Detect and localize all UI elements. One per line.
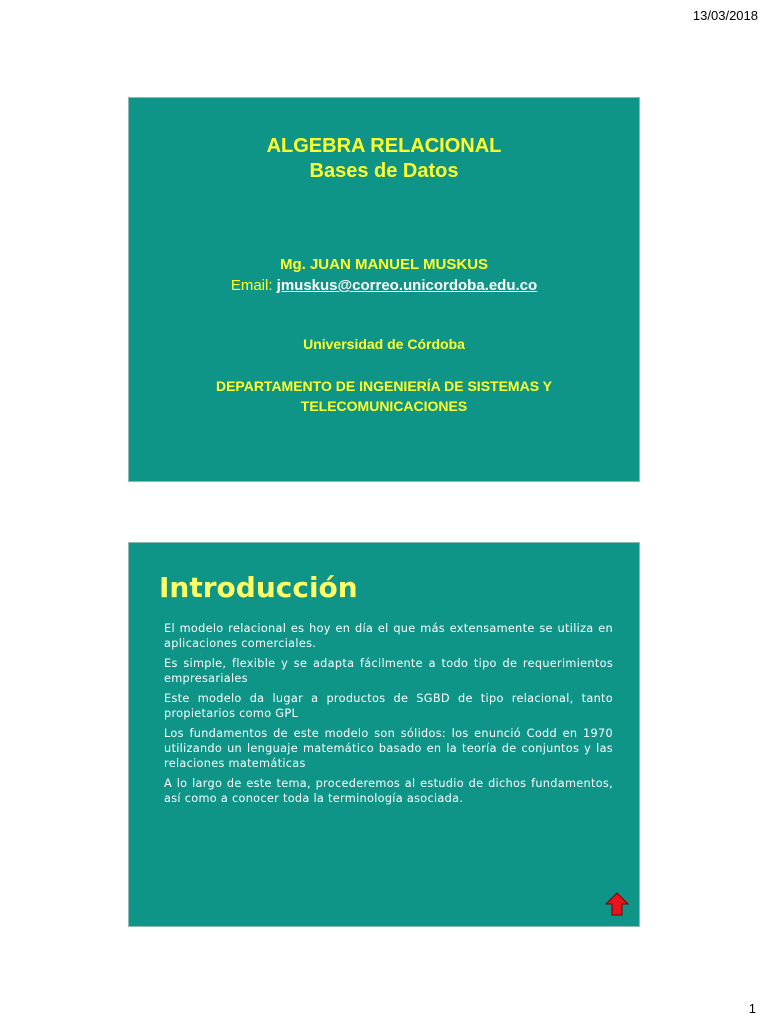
title-slide	[128, 97, 640, 482]
university-name: Universidad de Córdoba	[303, 336, 465, 352]
email-line	[129, 275, 639, 296]
page-date: 13/03/2018	[692, 8, 758, 23]
email-label: Email:	[230, 277, 273, 294]
slide-body	[164, 621, 613, 811]
author-block	[129, 254, 639, 296]
title-line-2: Bases de Datos	[309, 160, 459, 182]
body-paragraph: Los fundamentos de este modelo son sólidos: los enunció Codd en 1970 utilizando un lenguaje matemático basado en la teoría de conjuntos y las relaciones matemáticas	[164, 727, 613, 770]
body-paragraph: Es simple, flexible y se adapta fácilmente a todo tipo de requerimientos empresariales	[164, 657, 613, 685]
email-link[interactable]: jmuskus@correo.unicordoba.edu.co	[276, 277, 538, 294]
slide-heading: Introducción	[159, 571, 358, 604]
intro-slide	[128, 542, 640, 927]
slide-title	[129, 134, 639, 184]
department-name: DEPARTAMENTO DE INGENIERÍA DE SISTEMAS Y TELECOMUNICACIONES	[215, 378, 553, 414]
title-line-1: ALGEBRA RELACIONAL	[266, 135, 502, 157]
arrow-up-icon[interactable]	[605, 892, 629, 916]
page-number: 1	[748, 1001, 756, 1016]
body-paragraph: El modelo relacional es hoy en día el que más extensamente se utiliza en aplicaciones comerciales.	[164, 622, 613, 650]
body-paragraph: A lo largo de este tema, procederemos al estudio de dichos fundamentos, así como a conocer toda la terminología asociada.	[164, 777, 613, 805]
body-paragraph: Este modelo da lugar a productos de SGBD de tipo relacional, tanto propietarios como GPL	[164, 692, 613, 720]
author-name: Mg. JUAN MANUEL MUSKUS	[279, 256, 489, 273]
